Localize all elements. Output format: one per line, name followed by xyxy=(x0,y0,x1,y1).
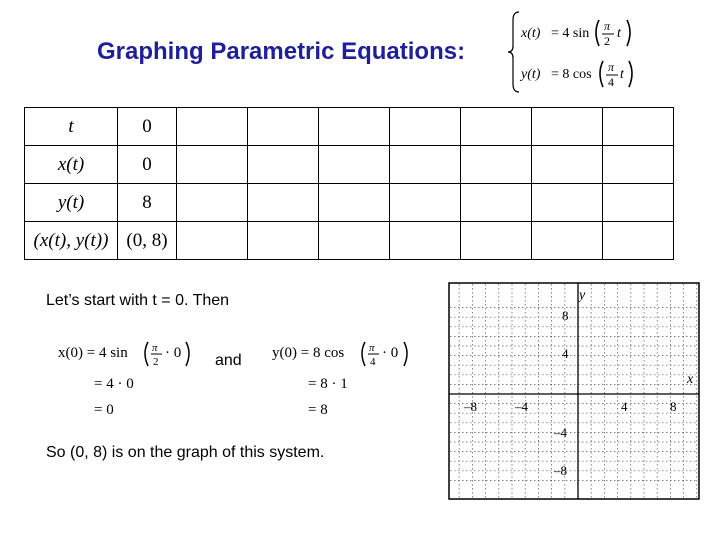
table-cell-empty xyxy=(390,184,461,222)
table-row-label: t xyxy=(25,108,118,146)
system-x-frac-den: 2 xyxy=(604,34,610,48)
system-brace xyxy=(508,12,519,92)
table-cell-empty xyxy=(319,108,390,146)
x-tick-label: 8 xyxy=(670,399,677,414)
system-x-lhs: x(t) xyxy=(521,26,541,41)
table-cell-empty xyxy=(532,146,603,184)
table-row xyxy=(25,108,674,146)
table-row xyxy=(25,184,674,222)
x-work-frac-den: 2 xyxy=(153,356,159,368)
y-work-line3: = 8 xyxy=(308,402,328,418)
y-axis-label: y xyxy=(579,288,586,303)
x-work-line3: = 0 xyxy=(94,402,114,418)
y-work-line1: y(0) = 8 cos xyxy=(272,345,345,361)
x-axis-label: x xyxy=(687,372,694,387)
table-row-label: (x(t), y(t)) xyxy=(25,222,118,260)
intro-text: Let’s start with t = 0. Then xyxy=(46,292,230,309)
system-y-frac-num: π xyxy=(608,60,615,74)
values-table xyxy=(24,107,674,260)
table-cell-empty xyxy=(532,184,603,222)
system-y-frac-den: 4 xyxy=(608,75,614,89)
y-work-line2: = 8 · 1 xyxy=(308,376,348,392)
x-work-frac-num: π xyxy=(152,342,158,354)
table-cell: 0 xyxy=(118,146,177,184)
y-tick-label: –4 xyxy=(554,425,567,440)
table-cell-empty xyxy=(603,108,674,146)
x-work-line2: = 4 · 0 xyxy=(94,376,134,392)
system-y-var: t xyxy=(620,67,624,82)
y-work xyxy=(270,336,416,420)
table-cell-empty xyxy=(177,108,248,146)
table-cell-empty xyxy=(603,222,674,260)
table-cell-empty xyxy=(177,222,248,260)
y-tick-label: 8 xyxy=(562,308,569,323)
table-cell-empty xyxy=(461,108,532,146)
table-cell-empty xyxy=(319,222,390,260)
table-cell-empty xyxy=(461,146,532,184)
x-work-frac-tail: · 0 xyxy=(165,345,182,361)
y-work-frac-den: 4 xyxy=(370,356,376,368)
table-cell: 0 xyxy=(118,108,177,146)
x-tick-label: –8 xyxy=(464,399,477,414)
table-row-label: x(t) xyxy=(25,146,118,184)
table-cell-empty xyxy=(248,184,319,222)
grid-frame xyxy=(449,283,699,499)
x-work xyxy=(56,336,196,420)
table-cell-empty xyxy=(532,222,603,260)
system-y-rhs: = 8 cos xyxy=(551,67,592,82)
conclusion-text: So (0, 8) is on the graph of this system. xyxy=(46,444,325,461)
system-y-lhs: y(t) xyxy=(521,67,541,82)
table-cell-empty xyxy=(319,146,390,184)
page-title: Graphing Parametric Equations: xyxy=(97,38,466,65)
table-row-label: y(t) xyxy=(25,184,118,222)
table-cell-empty xyxy=(390,146,461,184)
table-cell-empty xyxy=(177,184,248,222)
y-work-frac-num: π xyxy=(369,342,375,354)
table-cell: 8 xyxy=(118,184,177,222)
table-cell-empty xyxy=(461,184,532,222)
table-cell-empty xyxy=(248,146,319,184)
x-tick-label: 4 xyxy=(621,399,628,414)
table-row xyxy=(25,146,674,184)
table-cell: (0, 8) xyxy=(118,222,177,260)
table-cell-empty xyxy=(461,222,532,260)
y-tick-label: –8 xyxy=(554,463,567,478)
table-cell-empty xyxy=(248,222,319,260)
coordinate-grid xyxy=(448,282,700,500)
system-x-var: t xyxy=(617,26,621,41)
parametric-system xyxy=(507,8,639,96)
table-cell-empty xyxy=(319,184,390,222)
table-cell-empty xyxy=(248,108,319,146)
table-cell-empty xyxy=(603,184,674,222)
and-text: and xyxy=(215,352,242,369)
system-x-frac-num: π xyxy=(604,19,611,33)
table-row xyxy=(25,222,674,260)
y-work-frac-tail: · 0 xyxy=(382,345,399,361)
table-cell-empty xyxy=(177,146,248,184)
system-x-rhs: = 4 sin xyxy=(551,26,590,41)
table-cell-empty xyxy=(390,108,461,146)
x-work-line1: x(0) = 4 sin xyxy=(58,345,128,361)
table-cell-empty xyxy=(603,146,674,184)
x-tick-label: –4 xyxy=(515,399,528,414)
y-tick-label: 4 xyxy=(562,346,569,361)
table-cell-empty xyxy=(532,108,603,146)
table-cell-empty xyxy=(390,222,461,260)
